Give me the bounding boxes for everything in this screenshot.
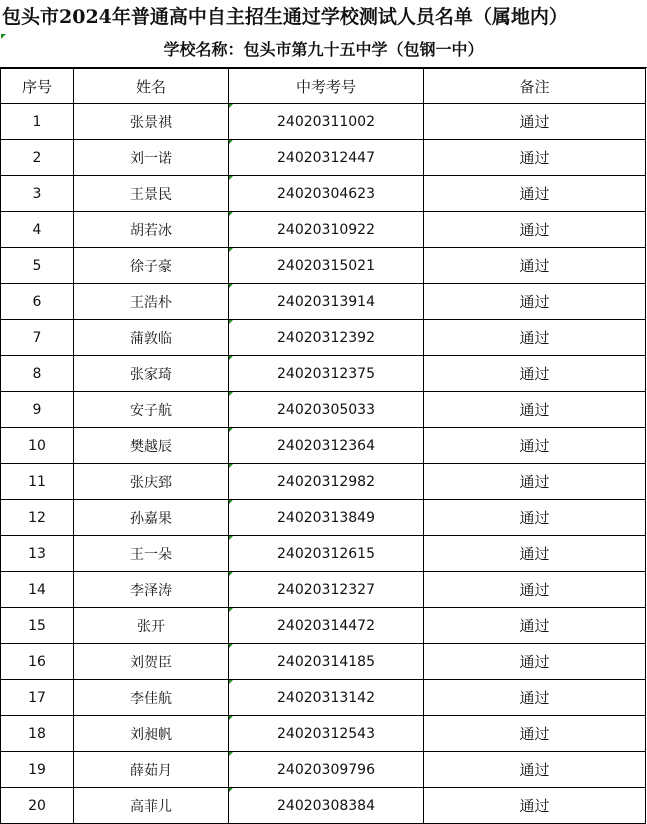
table-row — [1, 644, 646, 680]
table-row — [1, 320, 646, 356]
row-index-cell: 9 — [1, 392, 74, 428]
column-header-exam-id: 中考考号 — [229, 69, 424, 104]
student-name-cell: 高菲儿 — [74, 788, 229, 824]
exam-id-cell: 24020312327 — [229, 572, 424, 608]
row-index-cell: 20 — [1, 788, 74, 824]
student-name-cell: 王一朵 — [74, 536, 229, 572]
note-cell: 通过 — [424, 212, 646, 248]
table-row — [1, 500, 646, 536]
table-row — [1, 248, 646, 284]
note-cell: 通过 — [424, 500, 646, 536]
table-row — [1, 392, 646, 428]
row-index-cell: 16 — [1, 644, 74, 680]
column-header-note: 备注 — [424, 69, 646, 104]
note-cell: 通过 — [424, 320, 646, 356]
row-index-cell: 10 — [1, 428, 74, 464]
table-row — [1, 716, 646, 752]
table-header-row — [1, 69, 646, 104]
student-name-cell: 蒲敦临 — [74, 320, 229, 356]
school-name-label: 学校名称：包头市第九十五中学（包钢一中） — [0, 34, 647, 68]
note-cell: 通过 — [424, 140, 646, 176]
table-row — [1, 428, 646, 464]
row-index-cell: 13 — [1, 536, 74, 572]
student-name-cell: 安子航 — [74, 392, 229, 428]
student-name-cell: 胡若冰 — [74, 212, 229, 248]
note-cell: 通过 — [424, 464, 646, 500]
note-cell: 通过 — [424, 176, 646, 212]
row-index-cell: 19 — [1, 752, 74, 788]
exam-id-cell: 24020315021 — [229, 248, 424, 284]
student-name-cell: 王景民 — [74, 176, 229, 212]
note-cell: 通过 — [424, 572, 646, 608]
exam-id-cell: 24020312543 — [229, 716, 424, 752]
exam-id-cell: 24020312447 — [229, 140, 424, 176]
table-row — [1, 608, 646, 644]
note-cell: 通过 — [424, 428, 646, 464]
table-row — [1, 680, 646, 716]
table-row — [1, 356, 646, 392]
table-row — [1, 284, 646, 320]
row-index-cell: 3 — [1, 176, 74, 212]
student-name-cell: 张家琦 — [74, 356, 229, 392]
exam-id-cell: 24020305033 — [229, 392, 424, 428]
note-cell: 通过 — [424, 644, 646, 680]
student-name-cell: 刘一诺 — [74, 140, 229, 176]
note-cell: 通过 — [424, 104, 646, 140]
table-row — [1, 572, 646, 608]
row-index-cell: 8 — [1, 356, 74, 392]
row-index-cell: 1 — [1, 104, 74, 140]
student-name-cell: 薛茹月 — [74, 752, 229, 788]
table-row — [1, 176, 646, 212]
table-row — [1, 104, 646, 140]
note-cell: 通过 — [424, 752, 646, 788]
note-cell: 通过 — [424, 392, 646, 428]
note-cell: 通过 — [424, 284, 646, 320]
exam-id-cell: 24020313914 — [229, 284, 424, 320]
column-header-index: 序号 — [1, 69, 74, 104]
note-cell: 通过 — [424, 248, 646, 284]
row-index-cell: 18 — [1, 716, 74, 752]
exam-id-cell: 24020309796 — [229, 752, 424, 788]
table-row — [1, 788, 646, 824]
table-row — [1, 140, 646, 176]
note-cell: 通过 — [424, 356, 646, 392]
student-name-cell: 刘昶帆 — [74, 716, 229, 752]
note-cell: 通过 — [424, 716, 646, 752]
table-row — [1, 752, 646, 788]
exam-id-cell: 24020308384 — [229, 788, 424, 824]
student-name-cell: 孙嘉果 — [74, 500, 229, 536]
table-row — [1, 536, 646, 572]
table-body — [1, 104, 646, 824]
table-row — [1, 464, 646, 500]
student-name-cell: 张开 — [74, 608, 229, 644]
student-name-cell: 李泽涛 — [74, 572, 229, 608]
exam-id-cell: 24020312392 — [229, 320, 424, 356]
student-name-cell: 张庆郅 — [74, 464, 229, 500]
exam-id-cell: 24020314472 — [229, 608, 424, 644]
admission-roster-table — [0, 68, 646, 824]
row-index-cell: 4 — [1, 212, 74, 248]
row-index-cell: 7 — [1, 320, 74, 356]
exam-id-cell: 24020310922 — [229, 212, 424, 248]
exam-id-cell: 24020304623 — [229, 176, 424, 212]
note-cell: 通过 — [424, 608, 646, 644]
row-index-cell: 6 — [1, 284, 74, 320]
column-header-name: 姓名 — [74, 69, 229, 104]
row-index-cell: 12 — [1, 500, 74, 536]
student-name-cell: 樊越辰 — [74, 428, 229, 464]
row-index-cell: 5 — [1, 248, 74, 284]
row-index-cell: 14 — [1, 572, 74, 608]
exam-id-cell: 24020312982 — [229, 464, 424, 500]
note-cell: 通过 — [424, 536, 646, 572]
student-name-cell: 张景祺 — [74, 104, 229, 140]
row-index-cell: 11 — [1, 464, 74, 500]
student-name-cell: 徐子豪 — [74, 248, 229, 284]
exam-id-cell: 24020313849 — [229, 500, 424, 536]
student-name-cell: 刘贺臣 — [74, 644, 229, 680]
exam-id-cell: 24020313142 — [229, 680, 424, 716]
exam-id-cell: 24020312375 — [229, 356, 424, 392]
student-name-cell: 李佳航 — [74, 680, 229, 716]
row-index-cell: 2 — [1, 140, 74, 176]
row-index-cell: 15 — [1, 608, 74, 644]
exam-id-cell: 24020312615 — [229, 536, 424, 572]
note-cell: 通过 — [424, 788, 646, 824]
row-index-cell: 17 — [1, 680, 74, 716]
cell-comment-marker — [1, 34, 6, 39]
table-row — [1, 212, 646, 248]
student-name-cell: 王浩朴 — [74, 284, 229, 320]
exam-id-cell: 24020311002 — [229, 104, 424, 140]
exam-id-cell: 24020314185 — [229, 644, 424, 680]
document-title: 包头市2024年普通高中自主招生通过学校测试人员名单（属地内） — [2, 6, 568, 28]
exam-id-cell: 24020312364 — [229, 428, 424, 464]
note-cell: 通过 — [424, 680, 646, 716]
